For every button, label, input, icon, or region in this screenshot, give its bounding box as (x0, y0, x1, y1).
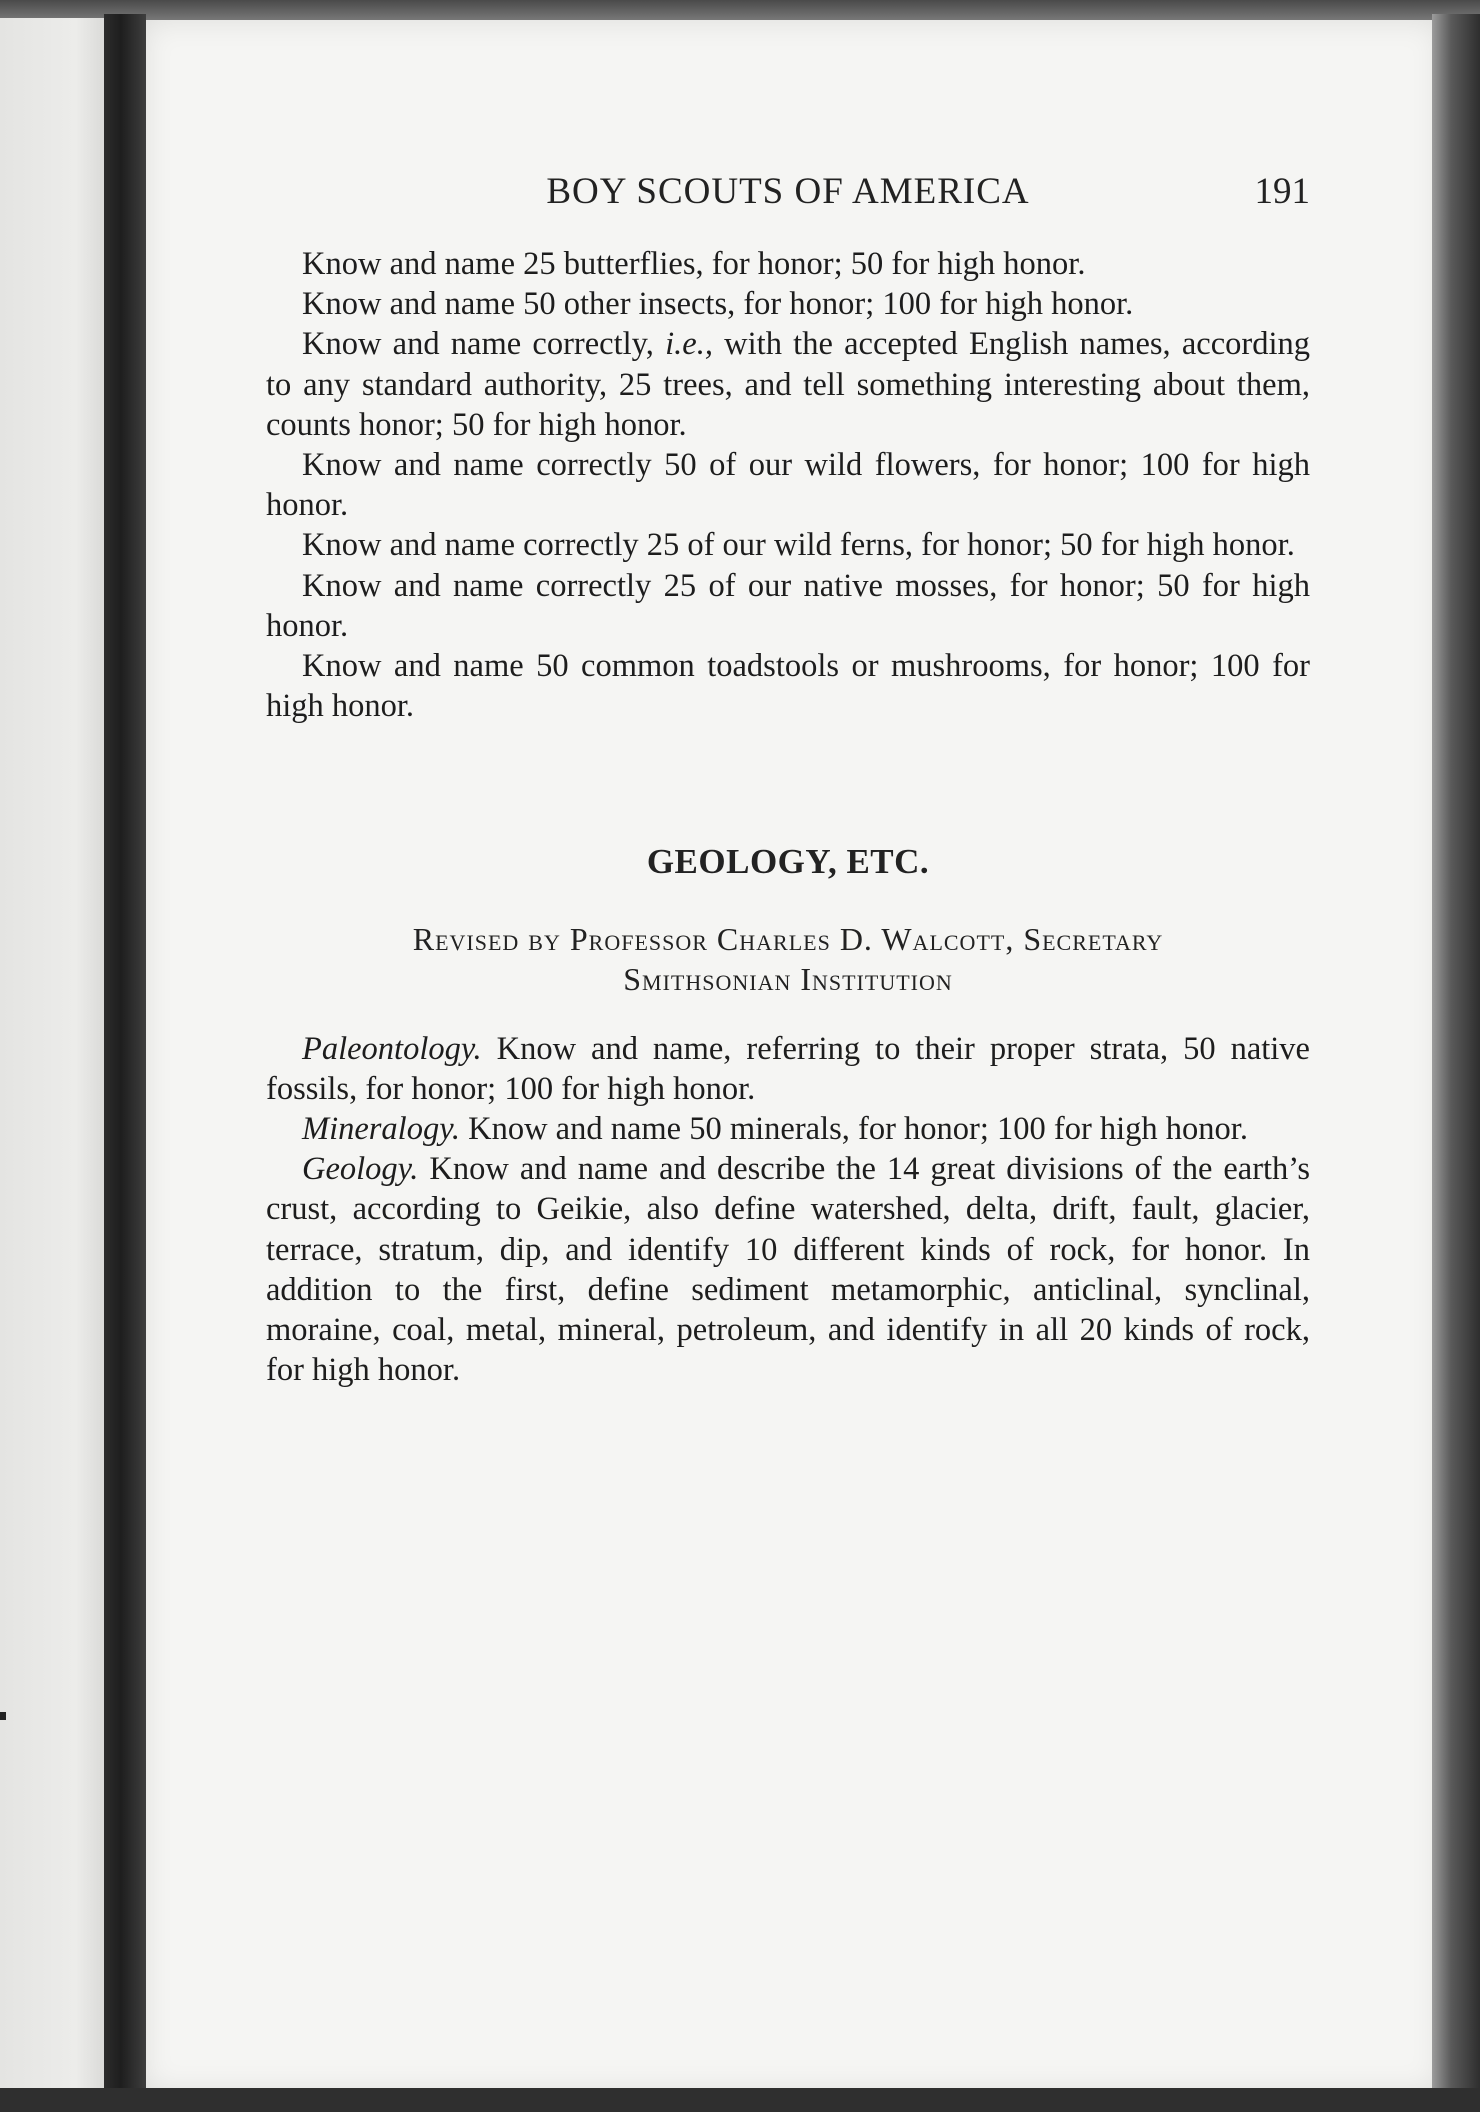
page-number: 191 (1254, 171, 1310, 212)
facing-page-edge (0, 18, 108, 2098)
paragraph-mineralogy (266, 1109, 1310, 1149)
paragraph-ferns: Know and name correctly 25 of our wild ferns, for honor; 50 for high honor. (302, 527, 1295, 564)
page-header (266, 170, 1310, 222)
page-body (266, 244, 1310, 1390)
trees-text-end: with the accepted English names, according to any standard authority, 25 trees, and tell something interesting about them, counts honor; 50 for high honor. (266, 326, 1310, 443)
paragraph-mushrooms: Know and name 50 common toadstools or mushrooms, for honor; 100 for high honor. (266, 648, 1310, 725)
paleontology-heading: Paleontology. (302, 1030, 482, 1067)
scan-mark (0, 1712, 6, 1720)
geology-text: Know and name and describe the 14 great divisions of the earth’s crust, according to Geikie, also define watershed, delta, drift, fault, glacier, terrace, stratum, dip, and identify 10 different kinds of rock, for honor. In addition to the first, define sediment metamorphic, anticlinal, synclinal, moraine, coal, metal, mineral, petroleum, and identify in all 20 kinds of rock, for high honor. (266, 1151, 1310, 1389)
trees-text-start: Know and name correctly, (302, 326, 666, 363)
section-byline (266, 919, 1310, 999)
paragraph-wild-flowers: Know and name correctly 50 of our wild flowers, for honor; 100 for high honor. (266, 447, 1310, 524)
byline-line-2: Smithsonian Institution (623, 960, 953, 997)
paragraph-mosses: Know and name correctly 25 of our native mosses, for honor; 50 for high honor. (266, 567, 1310, 644)
running-head: BOY SCOUTS OF AMERICA (546, 171, 1030, 212)
trees-text-italic: i.e., (665, 326, 713, 363)
paragraph-paleontology (266, 1029, 1310, 1109)
paragraph-geology (266, 1149, 1310, 1390)
mineralogy-text: Know and name 50 minerals, for honor; 100 for high honor. (459, 1111, 1248, 1148)
paleontology-text: Know and name, referring to their proper strata, 50 native fossils, for honor; 100 for high honor. (266, 1030, 1310, 1107)
book-gutter (104, 14, 146, 2104)
scan-bottom-edge (0, 2088, 1480, 2112)
paragraph-butterflies: Know and name 25 butterflies, for honor; 50 for high honor. (302, 246, 1086, 282)
page-stack-edge (1432, 14, 1480, 2112)
section-title: GEOLOGY, ETC. (646, 842, 930, 882)
scan-top-edge (0, 0, 1480, 22)
paragraph-trees (266, 324, 1310, 445)
geology-heading: Geology. (302, 1151, 419, 1188)
mineralogy-heading: Mineralogy. (302, 1111, 460, 1148)
paragraph-insects: Know and name 50 other insects, for honor; 100 for high honor. (302, 286, 1134, 323)
byline-line-1: Revised by Professor Charles D. Walcott, Secretary (412, 920, 1164, 957)
